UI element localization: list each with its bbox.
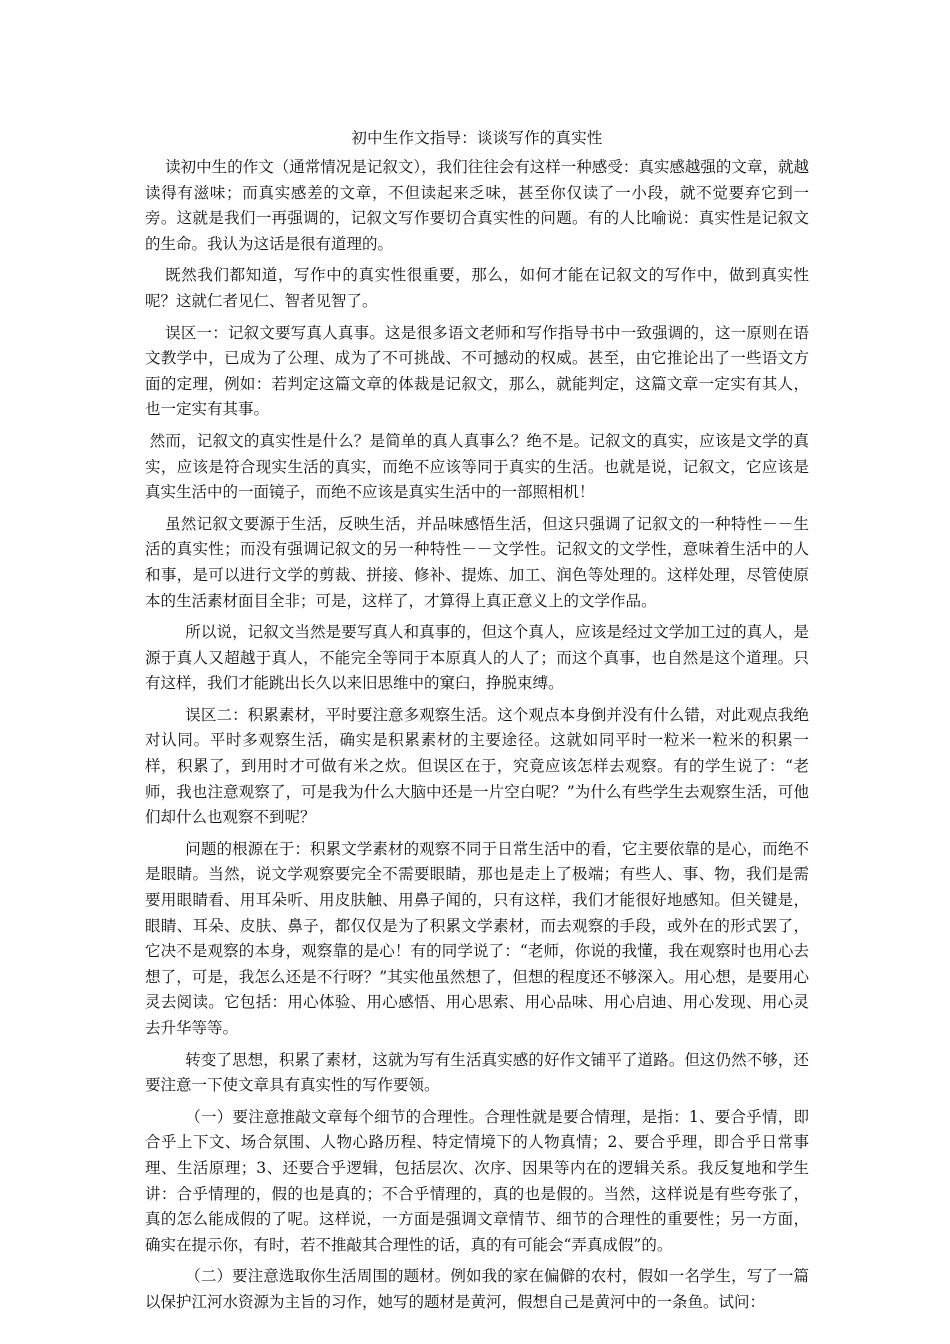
paragraph-transition: 转变了思想，积累了素材，这就为写有生活真实感的好作文铺平了道路。但这仍然不够，还要注意一下使文章具有真实性的写作要领。: [145, 1050, 809, 1095]
paragraph-point-two: （二）要注意选取你生活周围的题材。例如我的家在偏僻的农村，假如一名学生，写了一篇以保护江河水资源为主旨的习作，她写的题材是黄河，假想自己是黄河中的一条鱼。试问：: [145, 1267, 809, 1311]
document-body: [145, 122, 809, 1322]
paragraph-intro: 读初中生的作文（通常情况是记叙文），我们往往会有这样一种感受：真实感越强的文章，就越读得有滋味；而真实感差的文章，不但读起来乏味，甚至你仅读了一小段，就不觉要弃它到一旁。这就是我们一再强调的，记叙文写作要切合真实性的问题。有的人比喻说：真实性是记叙文的生命。我认为这话是很有道理的。: [145, 158, 809, 253]
document-title: 初中生作文指导：谈谈写作的真实性: [351, 129, 603, 147]
paragraph-literary-truth: 然而，记叙文的真实性是什么？是简单的真人真事么？绝不是。记叙文的真实，应该是文学的真实，应该是符合现实生活的真实，而绝不应该等同于真实的生活。也就是说，记叙文，它应该是真实生活中的一面镜子，而绝不应该是真实生活中的一部照相机！: [145, 431, 809, 502]
paragraph-root-cause: 问题的根源在于：积累文学素材的观察不同于日常生活中的看，它主要依靠的是心，而绝不是眼睛。当然，说文学观察要完全不需要眼睛，那也是走上了极端；有些人、事、物，我们是需要用眼睛看、用耳朵听、用皮肤触、用鼻子闻的，只有这样，我们才能很好地感知。但关键是，眼睛、耳朵、皮肤、鼻子，都仅仅是为了积累文学素材，而去观察的手段，或外在的形式罢了，它决不是观察的本身，观察靠的是心！有的同学说了：“老师，你说的我懂，我在观察时也用心去想了，可是，我怎么还是不行呀？”其实他虽然想了，但想的程度还不够深入。用心想，是要用心灵去阅读。它包括：用心体验、用心感悟、用心思索、用心品味、用心启迪、用心发现、用心灵去升华等等。: [145, 839, 809, 1037]
paragraph-literariness: 虽然记叙文要源于生活，反映生活，并品味感悟生活，但这只强调了记叙文的一种特性－－生活的真实性；而没有强调记叙文的另一种特性－－文学性。记叙文的文学性，意味着生活中的人和事，是可以进行文学的剪裁、拼接、修补、提炼、加工、润色等处理的。这样处理，尽管使原本的生活素材面目全非；可是，这样了，才算得上真正意义上的文学作品。: [145, 514, 809, 610]
paragraph-question: 既然我们都知道，写作中的真实性很重要，那么，如何才能在记叙文的写作中，做到真实性呢？这就仁者见仁、智者见智了。: [145, 266, 809, 310]
paragraph-misconception-one: 误区一：记叙文要写真人真事。这是很多语文老师和写作指导书中一致强调的，这一原则在语文教学中，已成为了公理、成为了不可挑战、不可撼动的权威。甚至，由它推论出了一些语文方面的定理，例如：若判定这篇文章的体裁是记叙文，那么，就能判定，这篇文章一定实有其人，也一定实有其事。: [145, 323, 809, 419]
paragraph-misconception-two: 误区二：积累素材，平时要注意多观察生活。这个观点本身倒并没有什么错，对此观点我绝对认同。平时多观察生活，确实是积累素材的主要途径。这就如同平时一粒米一粒米的积累一样，积累了，到用时才可做有米之炊。但误区在于，究竟应该怎样去观察。有的学生说了：“老师，我也注意观察了，可是我为什么大脑中还是一片空白呢？”为什么有些学生去观察生活，可他们却什么也观察不到呢？: [145, 705, 809, 827]
paragraph-point-one: （一）要注意推敲文章每个细节的合理性。合理性就是要合情理，是指：1、要合乎情，即合乎上下文、场合氛围、人物心路历程、特定情境下的人物真情；2、要合乎理，即合乎日常事理、生活原理；3、还要合乎逻辑，包括层次、次序、因果等内在的逻辑关系。我反复地和学生讲：合乎情理的，假的也是真的；不合乎情理的，真的也是假的。当然，这样说是有些夸张了，真的怎么能成假的了呢。这样说，一方面是强调文章情节、细节的合理性的重要性；另一方面，确实在提示你，有时，若不推敲其合理性的话，真的有可能会“弄真成假”的。: [145, 1107, 809, 1254]
paragraph-conclusion-one: 所以说，记叙文当然是要写真人和真事的，但这个真人，应该是经过文学加工过的真人，是源于真人又超越于真人，不能完全等同于本原真人的人了；而这个真事，也自然是这个道理。只有这样，我们才能跳出长久以来旧思维中的窠臼，挣脱束缚。: [145, 623, 809, 693]
